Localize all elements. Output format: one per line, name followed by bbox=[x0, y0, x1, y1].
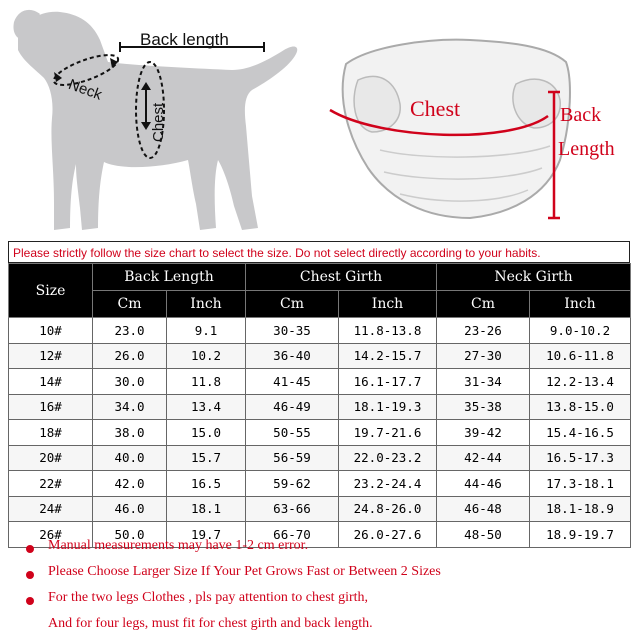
table-cell: 13.8-15.0 bbox=[530, 394, 631, 420]
table-cell: 39-42 bbox=[437, 420, 530, 446]
coat-chest-label: Chest bbox=[410, 96, 461, 121]
table-cell: 18# bbox=[9, 420, 93, 446]
table-cell: 36-40 bbox=[246, 343, 339, 369]
unit-header: Inch bbox=[530, 291, 631, 318]
table-cell: 14.2-15.7 bbox=[339, 343, 437, 369]
table-cell: 42.0 bbox=[93, 471, 167, 497]
coat-back-label: Back bbox=[560, 104, 602, 126]
table-cell: 17.3-18.1 bbox=[530, 471, 631, 497]
table-cell: 11.8 bbox=[167, 369, 246, 395]
table-cell: 46-48 bbox=[437, 496, 530, 522]
table-cell: 23.0 bbox=[93, 318, 167, 344]
measurement-diagrams bbox=[0, 0, 640, 238]
table-cell: 19.7 bbox=[167, 522, 246, 548]
table-cell: 15.0 bbox=[167, 420, 246, 446]
bullet-icon bbox=[26, 597, 34, 605]
table-cell: 26# bbox=[9, 522, 93, 548]
table-row bbox=[9, 420, 631, 446]
size-warning: Please strictly follow the size chart to select the size. Do not select directly according to your habits. bbox=[8, 241, 630, 263]
table-cell: 50.0 bbox=[93, 522, 167, 548]
group-header-neck-girth: Neck Girth bbox=[437, 264, 631, 291]
table-cell: 9.0-10.2 bbox=[530, 318, 631, 344]
table-cell: 24# bbox=[9, 496, 93, 522]
table-cell: 26.0-27.6 bbox=[339, 522, 437, 548]
table-cell: 23.2-24.4 bbox=[339, 471, 437, 497]
table-cell: 46.0 bbox=[93, 496, 167, 522]
table-row bbox=[9, 343, 631, 369]
table-row bbox=[9, 318, 631, 344]
table-cell: 30.0 bbox=[93, 369, 167, 395]
note-item: Please Choose Larger Size If Your Pet Grows Fast or Between 2 Sizes bbox=[48, 564, 441, 579]
note-item: For the two legs Clothes , pls pay attention to chest girth, bbox=[48, 590, 369, 605]
table-cell: 59-62 bbox=[246, 471, 339, 497]
unit-header: Inch bbox=[339, 291, 437, 318]
table-cell: 35-38 bbox=[437, 394, 530, 420]
neck-label: Neck bbox=[66, 76, 105, 104]
table-cell: 24.8-26.0 bbox=[339, 496, 437, 522]
table-cell: 16.5 bbox=[167, 471, 246, 497]
table-row bbox=[9, 394, 631, 420]
table-cell: 56-59 bbox=[246, 445, 339, 471]
size-chart-table bbox=[8, 263, 631, 548]
table-cell: 44-46 bbox=[437, 471, 530, 497]
table-cell: 38.0 bbox=[93, 420, 167, 446]
size-header: Size bbox=[9, 264, 93, 318]
bullet-icon bbox=[26, 545, 34, 553]
table-cell: 20# bbox=[9, 445, 93, 471]
table-cell: 10.6-11.8 bbox=[530, 343, 631, 369]
table-cell: 10.2 bbox=[167, 343, 246, 369]
table-cell: 19.7-21.6 bbox=[339, 420, 437, 446]
note-item: And for four legs, must fit for chest girth and back length. bbox=[48, 616, 373, 631]
note-item: Manual measurements may have 1-2 cm error. bbox=[48, 538, 309, 553]
table-cell: 18.9-19.7 bbox=[530, 522, 631, 548]
group-header-back-length: Back Length bbox=[93, 264, 246, 291]
table-unit-row bbox=[9, 291, 631, 318]
table-cell: 41-45 bbox=[246, 369, 339, 395]
table-cell: 23-26 bbox=[437, 318, 530, 344]
table-cell: 22.0-23.2 bbox=[339, 445, 437, 471]
unit-header: Cm bbox=[437, 291, 530, 318]
unit-header: Cm bbox=[246, 291, 339, 318]
table-cell: 18.1-19.3 bbox=[339, 394, 437, 420]
table-cell: 15.7 bbox=[167, 445, 246, 471]
table-row bbox=[9, 471, 631, 497]
bullet-icon bbox=[26, 571, 34, 579]
table-cell: 48-50 bbox=[437, 522, 530, 548]
coat-measurement-diagram bbox=[310, 0, 640, 238]
table-cell: 27-30 bbox=[437, 343, 530, 369]
table-cell: 34.0 bbox=[93, 394, 167, 420]
table-cell: 12# bbox=[9, 343, 93, 369]
table-row bbox=[9, 496, 631, 522]
table-cell: 18.1-18.9 bbox=[530, 496, 631, 522]
table-cell: 46-49 bbox=[246, 394, 339, 420]
table-cell: 66-70 bbox=[246, 522, 339, 548]
table-cell: 31-34 bbox=[437, 369, 530, 395]
back-length-label: Back length bbox=[140, 30, 229, 49]
table-cell: 14# bbox=[9, 369, 93, 395]
table-cell: 16.1-17.7 bbox=[339, 369, 437, 395]
table-cell: 10# bbox=[9, 318, 93, 344]
table-cell: 12.2-13.4 bbox=[530, 369, 631, 395]
table-cell: 63-66 bbox=[246, 496, 339, 522]
table-header-row bbox=[9, 264, 631, 291]
group-header-chest-girth: Chest Girth bbox=[246, 264, 437, 291]
unit-header: Cm bbox=[93, 291, 167, 318]
table-cell: 13.4 bbox=[167, 394, 246, 420]
table-cell: 15.4-16.5 bbox=[530, 420, 631, 446]
table-cell: 42-44 bbox=[437, 445, 530, 471]
chest-label: Chest bbox=[150, 102, 167, 142]
table-cell: 9.1 bbox=[167, 318, 246, 344]
table-cell: 50-55 bbox=[246, 420, 339, 446]
table-cell: 26.0 bbox=[93, 343, 167, 369]
table-cell: 18.1 bbox=[167, 496, 246, 522]
table-row bbox=[9, 369, 631, 395]
table-cell: 16.5-17.3 bbox=[530, 445, 631, 471]
unit-header: Inch bbox=[167, 291, 246, 318]
table-cell: 30-35 bbox=[246, 318, 339, 344]
table-cell: 16# bbox=[9, 394, 93, 420]
table-cell: 40.0 bbox=[93, 445, 167, 471]
table-row bbox=[9, 445, 631, 471]
table-cell: 22# bbox=[9, 471, 93, 497]
coat-length-label: Length bbox=[558, 138, 615, 160]
dog-measurement-diagram bbox=[0, 0, 310, 238]
table-cell: 11.8-13.8 bbox=[339, 318, 437, 344]
